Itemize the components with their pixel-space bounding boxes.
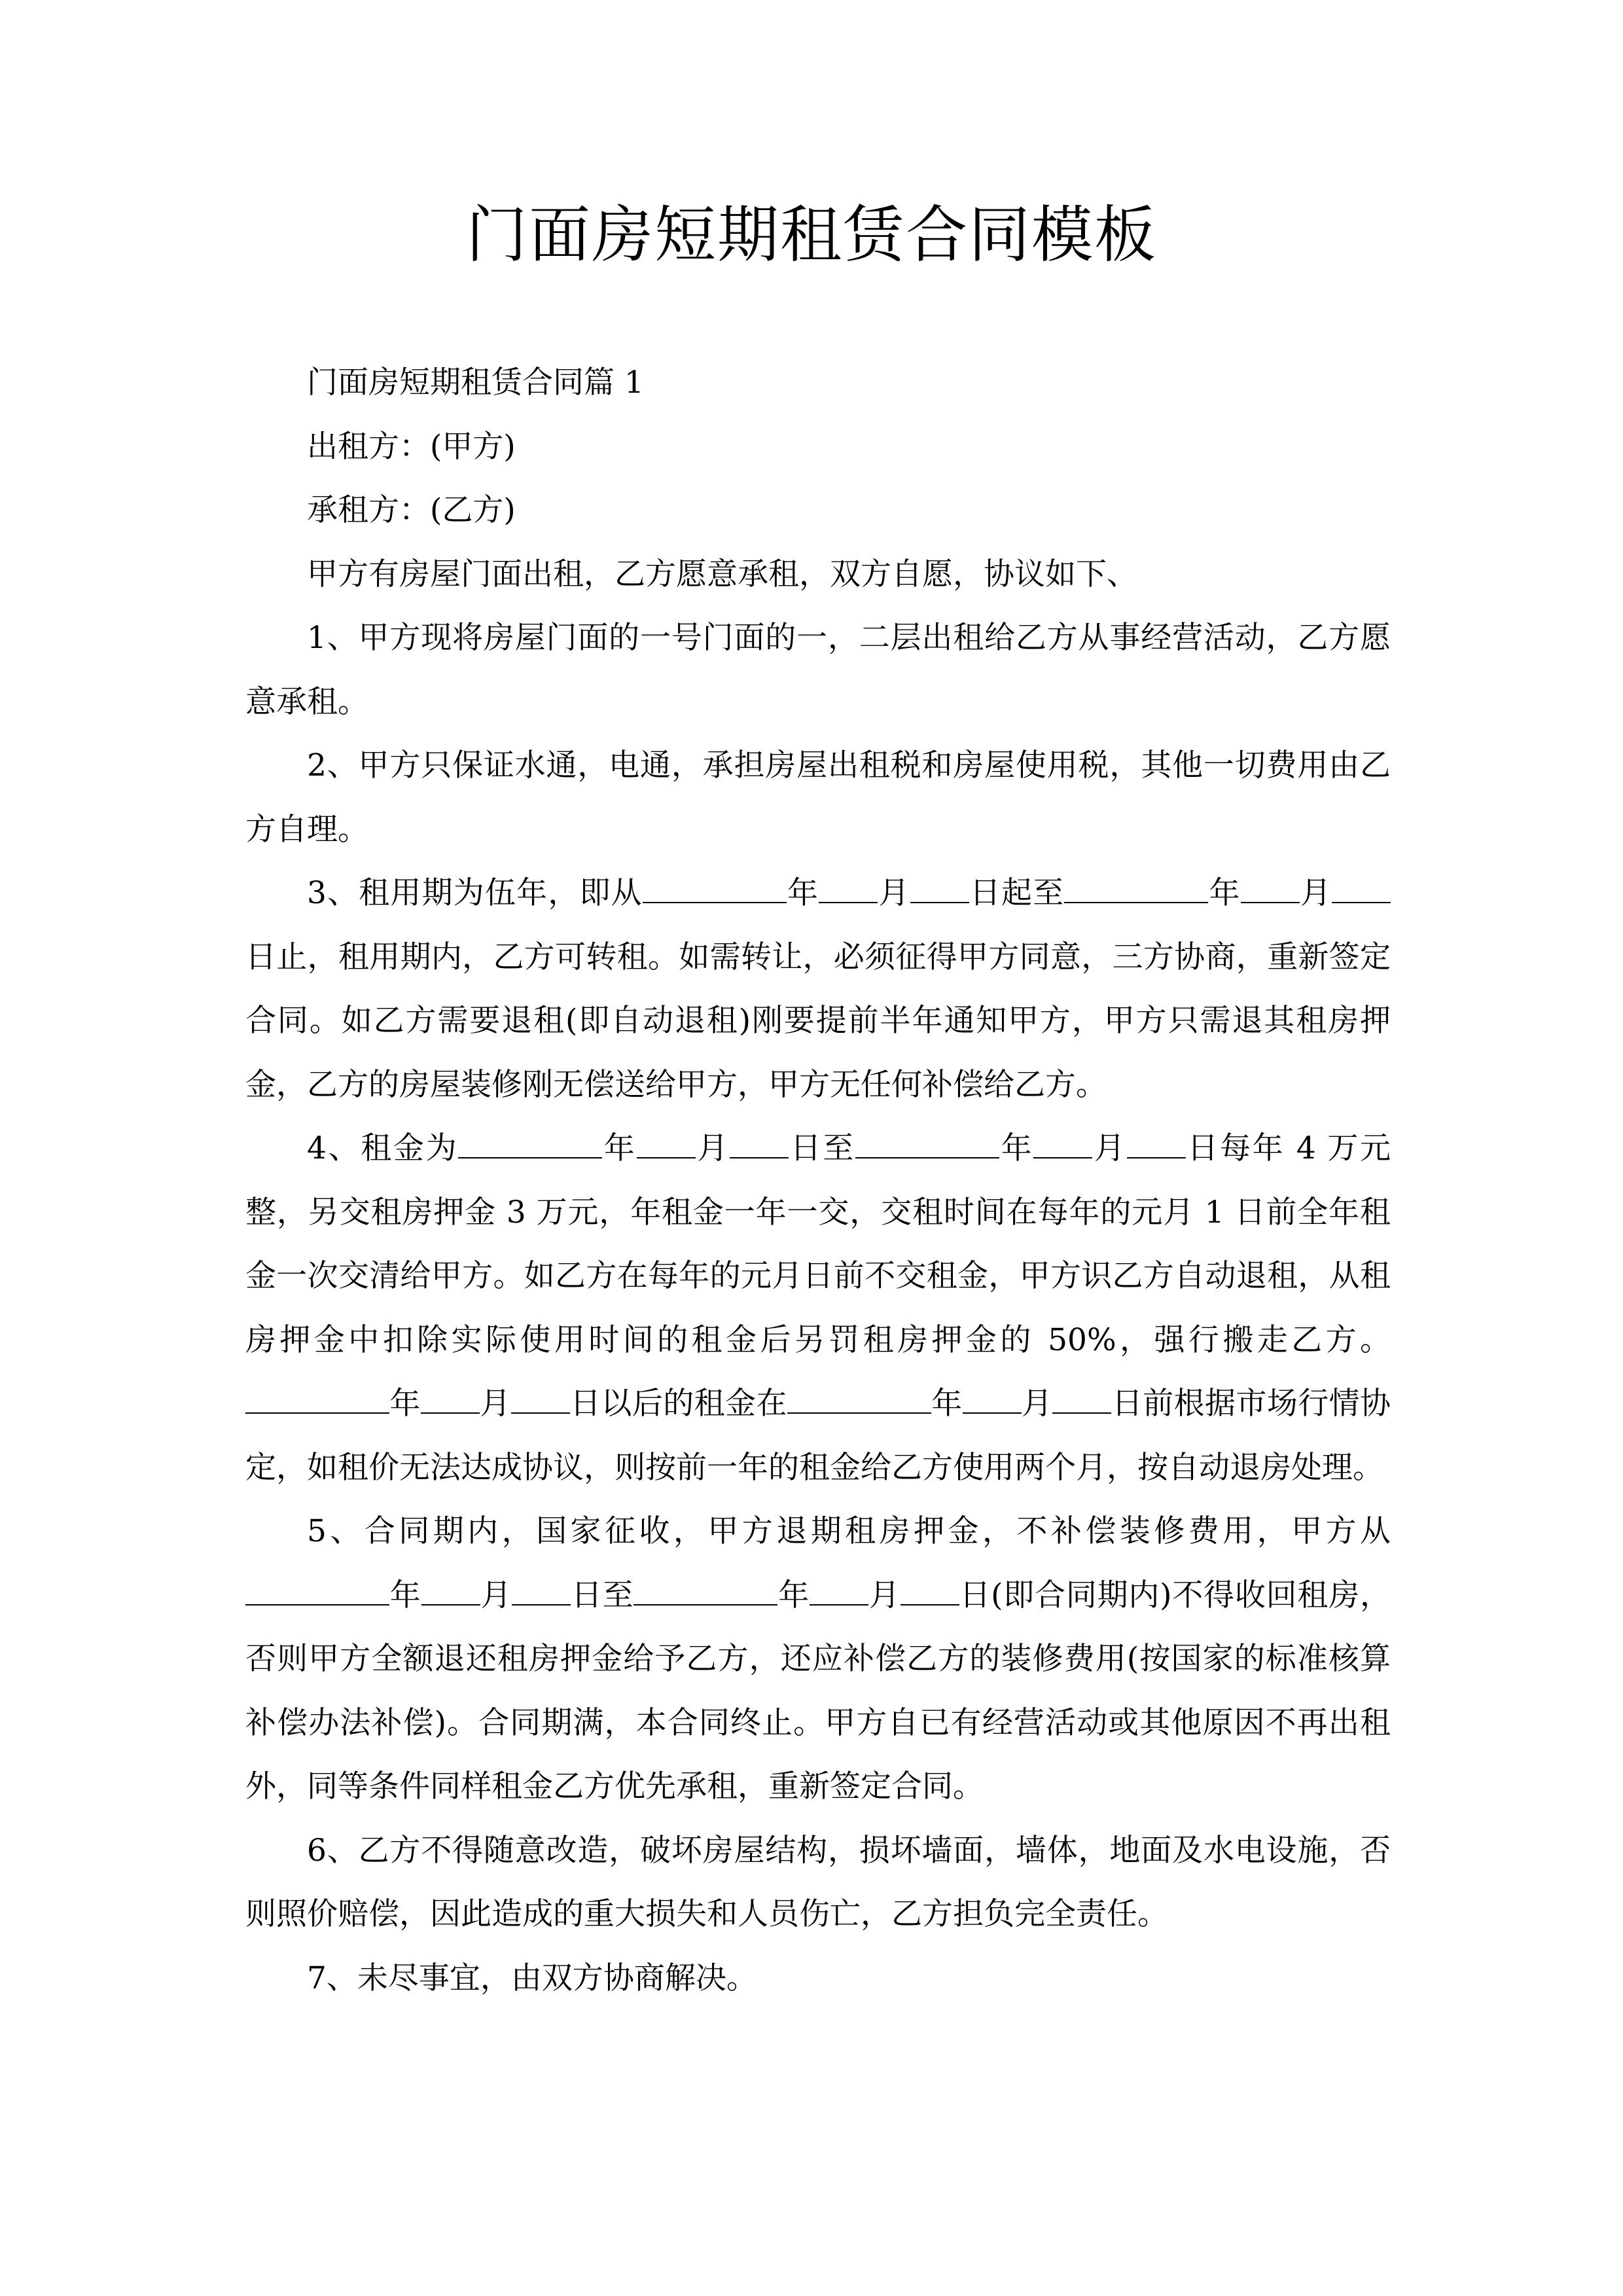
blank-day-field: [512, 1576, 571, 1605]
blank-month-field: [1033, 1130, 1092, 1158]
month-label: 月: [1092, 1130, 1127, 1166]
section-heading: 门面房短期租赁合同篇 1: [307, 365, 644, 401]
lessor-line: 出租方：(甲方): [307, 428, 516, 465]
year-label: 年: [602, 1130, 637, 1166]
clause-6: 6、乙方不得随意改造，破坏房屋结构，损坏墙面，墙体，地面及水电设施，否则照价赔偿，因此造成的重大损失和人员伤亡，乙方担负完全责任。: [245, 1832, 1391, 1932]
document-body: [245, 351, 1391, 2010]
blank-day-field: [1052, 1385, 1111, 1414]
clause-3-text-a: 3、租用期为伍年，即从: [307, 875, 643, 911]
blank-day-field: [1332, 874, 1391, 903]
month-label: 月: [878, 875, 910, 911]
month-label: 月: [868, 1577, 901, 1613]
year-label: 年: [999, 1130, 1034, 1166]
clause-4-text-a: 4、租金为: [307, 1130, 459, 1166]
blank-month-field: [421, 1576, 480, 1605]
blank-year-field: [245, 1576, 389, 1605]
blank-year-field: [855, 1130, 999, 1158]
blank-day-field: [1127, 1130, 1186, 1158]
year-label: 年: [389, 1386, 421, 1422]
intro-paragraph: 甲方有房屋门面出租，乙方愿意承租，双方自愿，协议如下、: [307, 556, 1137, 592]
blank-day-field: [901, 1576, 959, 1605]
blank-month-field: [637, 1130, 696, 1158]
month-label: 月: [695, 1130, 730, 1166]
blank-day-field: [730, 1130, 789, 1158]
year-label: 年: [1208, 875, 1241, 911]
blank-year-field: [458, 1130, 602, 1158]
clause-4-text-g: 日每年 4 万元整，另交租房押金 3 万元，年租金一年一交，交租时间在每年的元月 1 日前全年租金一次交清给甲方。如乙方在每年的元月日前不交租金，甲方识乙方自动退租，从租房押金中扣除实际使用时间的租金后另罚租房押金的 50%，强行搬走乙方。: [245, 1130, 1391, 1358]
clause-3-text-g: 日止，租用期内，乙方可转租。如需转让，必须征得甲方同意，三方协商，重新签定合同。如乙方需要退租(即自动退租)刚要提前半年通知甲方，甲方只需退其租房押金，乙方的房屋装修刚无偿送给甲方，甲方无任何补偿给乙方。: [245, 939, 1391, 1103]
clause-3: [245, 861, 1391, 1117]
blank-day-field: [511, 1385, 570, 1414]
blank-year-field: [1064, 874, 1208, 903]
clause-5-text-a: 5、合同期内，国家征收，甲方退期租房押金，不补偿装修费用，甲方从: [307, 1513, 1391, 1549]
blank-month-field: [963, 1385, 1022, 1414]
month-label: 月: [480, 1577, 512, 1613]
blank-year-field: [787, 1385, 931, 1414]
month-label: 月: [1021, 1386, 1053, 1422]
blank-month-field: [1241, 874, 1300, 903]
year-label: 年: [389, 1577, 421, 1613]
year-label: 年: [931, 1386, 963, 1422]
clause-5: [245, 1499, 1391, 1819]
clause-1: 1、甲方现将房屋门面的一号门面的一，二层出租给乙方从事经营活动，乙方愿意承租。: [245, 620, 1391, 720]
clause-4-text-m: 日前根据市场行情协定，如租价无法达成协议，则按前一年的租金给乙方使用两个月，按自动退房处理。: [245, 1386, 1391, 1486]
lessee-line: 承租方：(乙方): [307, 492, 516, 528]
clause-2: 2、甲方只保证水通，电通，承担房屋出租税和房屋使用税，其他一切费用由乙方自理。: [245, 747, 1391, 848]
blank-month-field: [421, 1385, 480, 1414]
year-label: 年: [777, 1577, 810, 1613]
month-label: 月: [479, 1386, 511, 1422]
month-label: 月: [1299, 875, 1332, 911]
blank-year-field: [643, 874, 787, 903]
blank-year-field: [245, 1385, 389, 1414]
clause-7: 7、未尽事宜，由双方协商解决。: [307, 1960, 757, 1996]
clause-5-text-g: 日(即合同期内)不得收回租房，否则甲方全额退还租房押金给予乙方，还应补偿乙方的装修费用(按国家的标准核算补偿办法补偿)。合同期满，本合同终止。甲方自已有经营活动或其他原因不再出租外，同等条件同样租金乙方优先承租，重新签定合同。: [245, 1577, 1391, 1804]
blank-year-field: [633, 1576, 777, 1605]
year-label: 年: [786, 875, 819, 911]
clause-4-text-j: 日以后的租金在: [569, 1386, 787, 1422]
blank-day-field: [910, 874, 969, 903]
blank-month-field: [810, 1576, 868, 1605]
clause-4: [245, 1117, 1391, 1499]
document-title: 门面房短期租赁合同模板: [465, 200, 1157, 271]
clause-5-text-d: 日至: [571, 1577, 634, 1613]
clause-3-text-d: 日起至: [969, 875, 1065, 911]
blank-month-field: [819, 874, 878, 903]
clause-4-text-d: 日至: [788, 1130, 855, 1166]
